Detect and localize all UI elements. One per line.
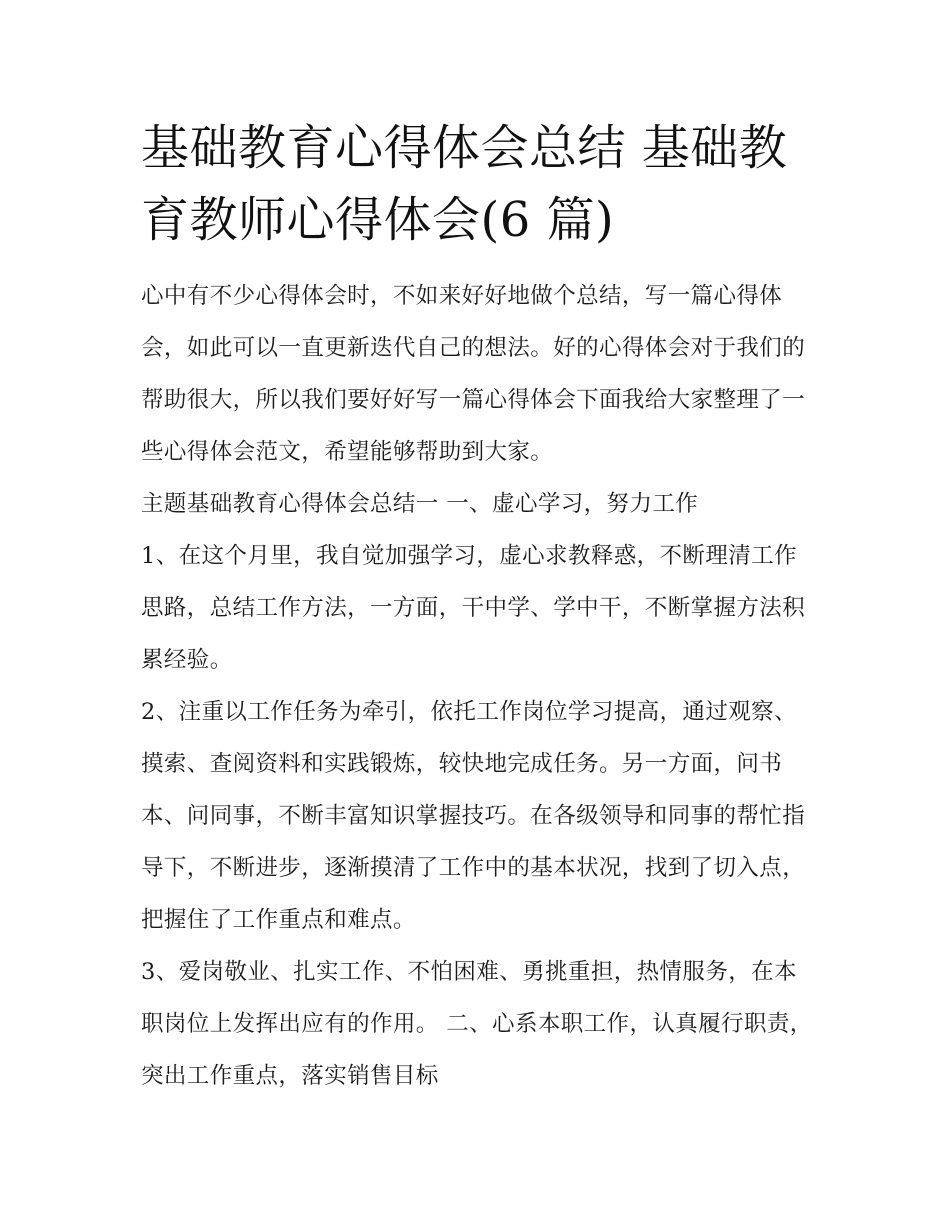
document-body: [141, 270, 813, 1102]
item-2-paragraph: 2、注重以工作任务为牵引，依托工作岗位学习提高，通过观察、摸索、查阅资料和实践锻炼，较快地完成任务。另一方面，问书本、问同事，不断丰富知识掌握技巧。在各级领导和同事的帮忙指导下，不断进步，逐渐摸清了工作中的基本状况，找到了切入点，把握住了工作重点和难点。: [141, 699, 806, 933]
intro-paragraph: 心中有不少心得体会时，不如来好好地做个总结，写一篇心得体会，如此可以一直更新迭代自己的想法。好的心得体会对于我们的帮助很大，所以我们要好好写一篇心得体会下面我给大家整理了一些心得体会范文，希望能够帮助到大家。: [141, 283, 806, 465]
document-title: 基础教育心得体会总结 基础教育教师心得体会(6 篇): [141, 120, 788, 248]
item-3-paragraph: 3、爱岗敬业、扎实工作、不怕困难、勇挑重担，热情服务，在本职岗位上发挥出应有的作用。 二、心系本职工作，认真履行职责，突出工作重点，落实销售目标: [141, 959, 813, 1089]
document-content: [141, 112, 813, 1102]
item-1-paragraph: 1、在这个月里，我自觉加强学习，虚心求教释惑，不断理清工作思路，总结工作方法，一方面，干中学、学中干，不断掌握方法积累经验。: [141, 543, 806, 673]
section-heading-paragraph: 主题基础教育心得体会总结一 一、虚心学习，努力工作: [141, 491, 699, 517]
